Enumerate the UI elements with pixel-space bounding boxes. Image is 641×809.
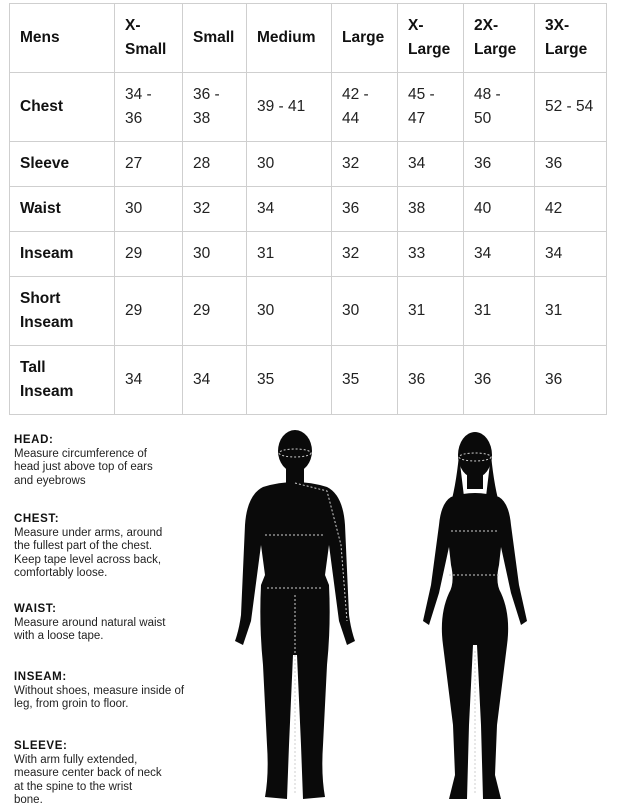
table-cell: 31 bbox=[464, 277, 535, 346]
table-cell: 31 bbox=[247, 232, 332, 277]
inseam-text: Without shoes, measure inside of leg, from groin to floor. bbox=[14, 684, 185, 710]
header-cell: Mens bbox=[10, 4, 115, 73]
table-cell: 35 bbox=[332, 346, 398, 415]
sleeve-heading: SLEEVE: bbox=[14, 740, 68, 752]
table-cell: 34 bbox=[247, 187, 332, 232]
table-cell: 36 bbox=[464, 346, 535, 415]
sleeve-instructions bbox=[14, 740, 194, 808]
chest-instructions bbox=[14, 513, 194, 581]
table-cell: 29 bbox=[183, 277, 247, 346]
table-row bbox=[10, 187, 607, 232]
inseam-heading: INSEAM: bbox=[14, 671, 67, 683]
table-cell: 34 - 36 bbox=[115, 73, 183, 142]
table-cell: 27 bbox=[115, 142, 183, 187]
table-cell: 33 bbox=[398, 232, 464, 277]
sleeve-text: With arm fully extended, measure center back of neck at the spine to the wrist bone. bbox=[14, 753, 162, 806]
table-cell: 32 bbox=[183, 187, 247, 232]
head-text: Measure circumference of head just above top of ears and eyebrows bbox=[14, 447, 153, 487]
header-cell: Small bbox=[183, 4, 247, 73]
table-cell: 36 bbox=[398, 346, 464, 415]
table-cell: 42 bbox=[535, 187, 607, 232]
table-cell: 29 bbox=[115, 232, 183, 277]
chest-text: Measure under arms, around the fullest part of the chest. Keep tape level across back, comfortably loose. bbox=[14, 526, 163, 579]
table-cell: 36 - 38 bbox=[183, 73, 247, 142]
table-cell: 30 bbox=[183, 232, 247, 277]
row-label: Tall Inseam bbox=[10, 346, 115, 415]
table-row bbox=[10, 232, 607, 277]
row-label: Sleeve bbox=[10, 142, 115, 187]
table-cell: 30 bbox=[247, 142, 332, 187]
table-cell: 36 bbox=[332, 187, 398, 232]
table-cell: 39 - 41 bbox=[247, 73, 332, 142]
row-label: Waist bbox=[10, 187, 115, 232]
table-cell: 35 bbox=[247, 346, 332, 415]
table-row bbox=[10, 277, 607, 346]
table-cell: 31 bbox=[535, 277, 607, 346]
table-cell: 32 bbox=[332, 232, 398, 277]
table-cell: 36 bbox=[535, 346, 607, 415]
inseam-instructions bbox=[14, 671, 194, 712]
header-cell: 3X- Large bbox=[535, 4, 607, 73]
measurement-figures bbox=[225, 425, 535, 805]
table-cell: 31 bbox=[398, 277, 464, 346]
table-cell: 30 bbox=[247, 277, 332, 346]
row-label: Short Inseam bbox=[10, 277, 115, 346]
table-row bbox=[10, 73, 607, 142]
row-label: Inseam bbox=[10, 232, 115, 277]
table-cell: 36 bbox=[464, 142, 535, 187]
table-cell: 34 bbox=[115, 346, 183, 415]
table-cell: 28 bbox=[183, 142, 247, 187]
table-cell: 34 bbox=[464, 232, 535, 277]
table-cell: 34 bbox=[535, 232, 607, 277]
header-cell: Medium bbox=[247, 4, 332, 73]
chest-heading: CHEST: bbox=[14, 513, 60, 525]
header-cell: X- Large bbox=[398, 4, 464, 73]
table-cell: 45 - 47 bbox=[398, 73, 464, 142]
table-row bbox=[10, 346, 607, 415]
table-cell: 42 - 44 bbox=[332, 73, 398, 142]
waist-heading: WAIST: bbox=[14, 603, 57, 615]
size-chart-table bbox=[9, 3, 607, 415]
head-heading: HEAD: bbox=[14, 434, 54, 446]
table-header-row bbox=[10, 4, 607, 73]
table-cell: 34 bbox=[183, 346, 247, 415]
waist-instructions bbox=[14, 603, 194, 644]
table-cell: 34 bbox=[398, 142, 464, 187]
table-cell: 30 bbox=[332, 277, 398, 346]
table-cell: 32 bbox=[332, 142, 398, 187]
header-cell: 2X- Large bbox=[464, 4, 535, 73]
table-cell: 29 bbox=[115, 277, 183, 346]
table-cell: 30 bbox=[115, 187, 183, 232]
header-cell: Large bbox=[332, 4, 398, 73]
table-row bbox=[10, 142, 607, 187]
table-cell: 38 bbox=[398, 187, 464, 232]
header-cell: X- Small bbox=[115, 4, 183, 73]
table-cell: 40 bbox=[464, 187, 535, 232]
waist-text: Measure around natural waist with a loose tape. bbox=[14, 616, 166, 642]
row-label: Chest bbox=[10, 73, 115, 142]
table-cell: 52 - 54 bbox=[535, 73, 607, 142]
head-instructions bbox=[14, 434, 194, 488]
table-cell: 48 - 50 bbox=[464, 73, 535, 142]
table-cell: 36 bbox=[535, 142, 607, 187]
